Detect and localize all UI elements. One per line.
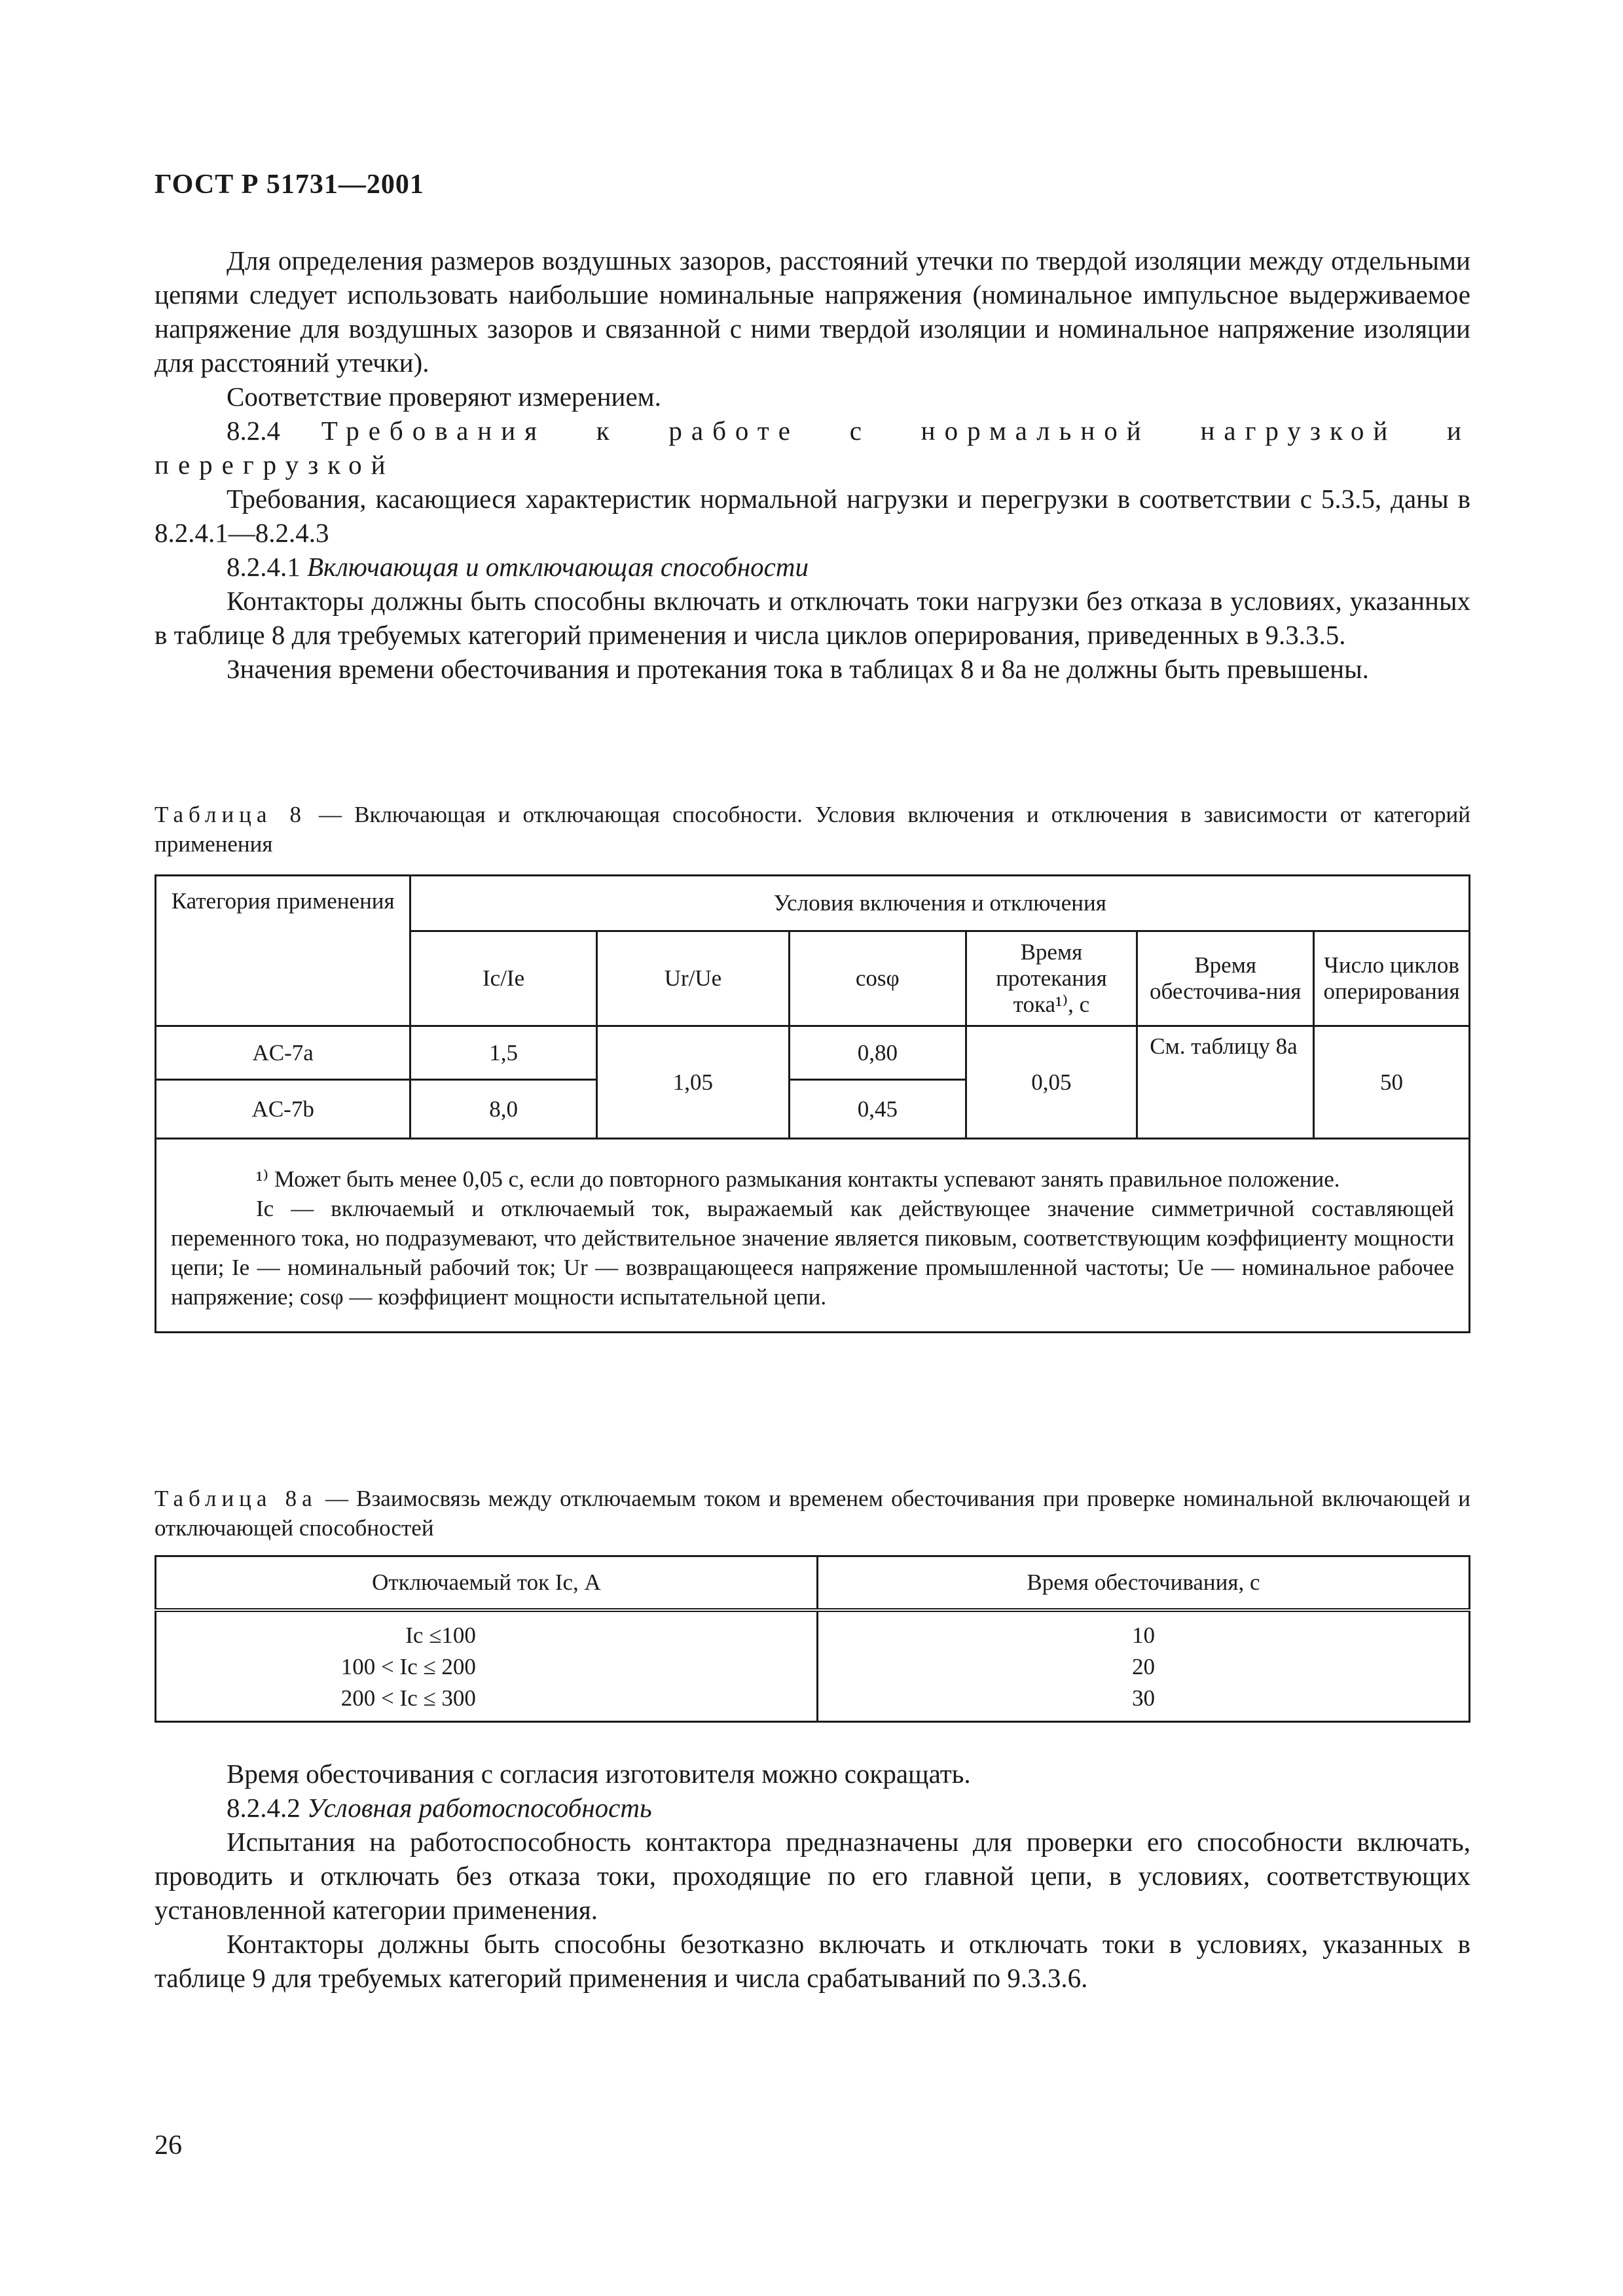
cell-ur-ue: 1,05: [596, 1026, 789, 1139]
section-8-2-4-2-heading: [155, 1791, 1470, 1825]
paragraph-clearances: Для определения размеров воздушных зазоров, расстояний утечки по твердой изоляции между отдельными цепями следует использовать наибольшие номинальные напряжения (номинальное импульсное выдерживаемое напряжение для воздушных зазоров и связанной с ними твердой изоляции и номинальное напряжение изоляции для расстояний утечки).: [155, 245, 1470, 378]
page-number: 26: [155, 2130, 182, 2161]
table-notes: [156, 1139, 1470, 1333]
cell-cycles: 50: [1314, 1026, 1470, 1139]
header-deenergize-time: Время обесточива-ния: [1137, 931, 1314, 1026]
body-section-top: [155, 243, 1470, 686]
table-8-caption: [155, 800, 1470, 859]
header-cos-phi: cosφ: [790, 931, 966, 1026]
paragraph-tests: Испытания на работоспособность контактора предназначены для проверки его способности включать, проводить и отключать без отказа токи, проходящие по его главной цепи, в условиях, соответствующих установленной категории применения.: [155, 1827, 1470, 1925]
header-category: Категория применения: [156, 876, 410, 1026]
table-8a: [155, 1555, 1470, 1723]
body-section-bottom: [155, 1757, 1470, 1995]
header-time: Время обесточивания, с: [817, 1556, 1469, 1611]
cell-ic-ie: 8,0: [410, 1080, 596, 1139]
header-ic-ie: Iс/Iе: [410, 931, 596, 1026]
cell-time: 30: [817, 1683, 1469, 1722]
document-header: ГОСТ Р 51731—2001: [155, 170, 424, 200]
table-label: Таблица 8а: [155, 1486, 318, 1511]
paragraph-contactors-capability: Контакторы должны быть способны включать и отключать токи нагрузки без отказа в условиях, указанных в таблице 8 для требуемых категорий применения и числа циклов оперирования, приведенных в 9.3.3.5.: [155, 586, 1470, 650]
cell-current: Iс ≤100: [156, 1610, 818, 1651]
paragraph-time-limits: Значения времени обесточивания и протекания тока в таблицах 8 и 8а не должны быть превышены.: [227, 654, 1369, 684]
cell-cos-phi: 0,45: [790, 1080, 966, 1139]
paragraph-requirements: Требования, касающиеся характеристик нормальной нагрузки и перегрузки в соответствии с 5.3.5, даны в 8.2.4.1—8.2.4.3: [155, 484, 1470, 548]
section-number: 8.2.4: [227, 416, 280, 446]
symbols-note: Iс — включаемый и отключаемый ток, выражаемый как действующее значение симметричной составляющей переменного тока, но подразумевают, что действительное значение является пиковым, соответствующим коэффициенту мощности цепи; Iе — номинальный рабочий ток; Ur — возвращающееся напряжение промышленной частоты; Ue — номинальное рабочее напряжение; cosφ — коэффициент мощности испытательной цепи.: [171, 1196, 1454, 1310]
table-row: [156, 1026, 1470, 1080]
table-caption-text: — Включающая и отключающая способности. Условия включения и отключения в зависимости от категорий применения: [155, 802, 1470, 857]
paragraph-verification: Соответствие проверяют измерением.: [227, 382, 661, 412]
table-8a-caption: [155, 1484, 1470, 1543]
header-cycles: Число циклов оперирования: [1314, 931, 1470, 1026]
cell-current: 200 < Iс ≤ 300: [156, 1683, 818, 1722]
table-row: [156, 1610, 1470, 1651]
paragraph-table-9-ref: Контакторы должны быть способны безотказно включать и отключать токи в условиях, указанных в таблице 9 для требуемых категорий применения и числа срабатываний по 9.3.3.6.: [155, 1929, 1470, 1993]
table-label: Таблица 8: [155, 802, 306, 827]
table-row: [156, 1651, 1470, 1683]
cell-ic-ie: 1,5: [410, 1026, 596, 1080]
section-number: 8.2.4.1: [227, 552, 301, 582]
cell-category: AC-7a: [156, 1026, 410, 1080]
section-number: 8.2.4.2: [227, 1793, 301, 1823]
header-conditions: Условия включения и отключения: [410, 876, 1470, 931]
header-flow-time: Время протекания тока¹⁾, с: [966, 931, 1137, 1026]
header-ur-ue: Ur/Ue: [596, 931, 789, 1026]
cell-flow-time: 0,05: [966, 1026, 1137, 1139]
section-8-2-4-1-heading: [155, 550, 1470, 584]
cell-deenergize-ref: См. таблицу 8а: [1137, 1026, 1314, 1139]
section-title: Включающая и отключающая способности: [307, 552, 809, 582]
cell-current: 100 < Iс ≤ 200: [156, 1651, 818, 1683]
cell-time: 20: [817, 1651, 1469, 1683]
cell-cos-phi: 0,80: [790, 1026, 966, 1080]
paragraph-shortening: Время обесточивания с согласия изготовителя можно сокращать.: [227, 1759, 971, 1789]
cell-time: 10: [817, 1610, 1469, 1651]
footnote-1: ¹⁾ Может быть менее 0,05 с, если до повторного размыкания контакты успевают занять правильное положение.: [256, 1166, 1340, 1192]
section-title: Требования к работе с нормальной нагрузкой и перегрузкой: [155, 416, 1470, 480]
section-title: Условная работоспособность: [307, 1793, 652, 1823]
table-caption-text: — Взаимосвязь между отключаемым током и временем обесточивания при проверке номинальной включающей и отключающей способностей: [155, 1486, 1471, 1541]
table-row: [156, 1683, 1470, 1722]
header-current: Отключаемый ток Iс, А: [156, 1556, 818, 1611]
cell-category: AC-7b: [156, 1080, 410, 1139]
section-8-2-4-heading: [155, 414, 1470, 482]
table-8: [155, 874, 1470, 1333]
